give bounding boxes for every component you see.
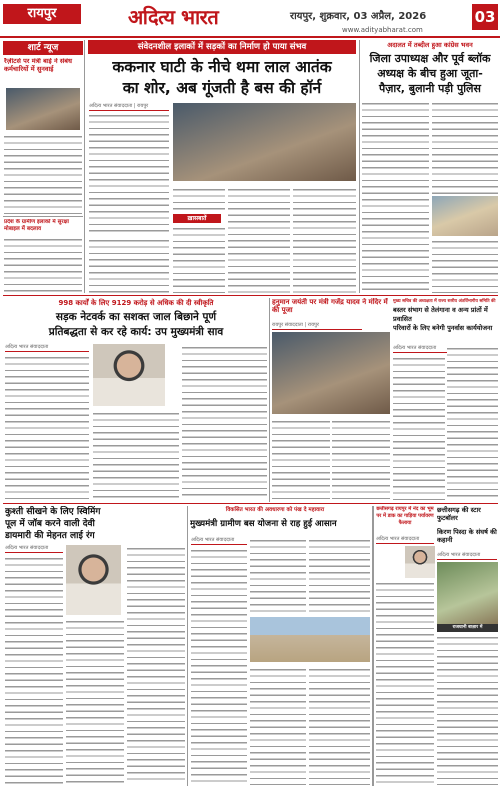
hanuman-headline: हनुमान जयंती पर मंत्री गजेंद्र यादव ने मंदिर में की पूजा: [272, 298, 388, 314]
bus-text-col-3a: [309, 537, 370, 615]
lead-photo: [173, 103, 356, 181]
lead-headline-line-1: ककनार घाटी के नीचे थमा लाल आतंक: [112, 58, 332, 76]
right-lead-text-col-2b: [432, 238, 498, 293]
mid-right-headline: छत्तीसगढ़ रायपुर में नंद का भूम पर में डाक का गाड़िया पर्यावरण फैलाया: [376, 506, 434, 526]
mid-right-text: [376, 580, 434, 785]
wrestling-headline-line-2: पूल में जॉब करने वाली देवी: [5, 519, 95, 529]
road-text-col-3: [182, 344, 267, 500]
section-divider: [3, 295, 498, 296]
short-news-headline-2: प्रदेश के ग्रामीण इलाकों में सुरक्षा मोबाइल में बदलाव: [4, 219, 69, 232]
right-lead-photo: [432, 196, 498, 236]
dateline: रायपुर, शुक्रवार, 03 अप्रैल, 2026: [290, 11, 427, 22]
bus-byline: अदित्य भारत संवाददाता: [191, 537, 247, 545]
short-news-text-1: [4, 133, 82, 215]
wrestling-text-col-3: [127, 545, 185, 785]
bastar-headline-line-1: बस्तर संभाग से तेलंगाना व अन्य प्रांतों में प्रवासित: [393, 306, 488, 323]
lead-text-col-2: [173, 186, 225, 214]
mid-right-byline: अदित्य भारत संवाददाता: [376, 536, 434, 544]
lead-byline: अदित्य भारत संवाददाता | रायपुर: [89, 103, 169, 111]
lead-text-col-5: [89, 237, 169, 293]
road-byline: अदित्य भारत संवाददाता: [5, 344, 89, 352]
bastar-kicker: मुख्य सचिव की अध्यक्षता में राज्य स्तरीय अंतर्विभागीय समिति की: [393, 299, 496, 304]
column-divider: [359, 40, 360, 293]
right-lead-headline-line-1: जिला उपाध्यक्ष और पूर्व ब्लॉक: [369, 52, 491, 65]
column-divider: [187, 506, 188, 786]
highlights-label: ख़ासबातें: [173, 214, 221, 223]
short-news-text-2: [4, 236, 82, 292]
column-divider: [84, 40, 85, 293]
bus-text-col-3b: [309, 666, 370, 785]
hanuman-byline: रायपुर संवाददाता | रायपुर: [272, 322, 362, 330]
bastar-text-col-1: [393, 355, 445, 500]
bus-text-col-1: [191, 547, 247, 785]
road-headline-line-2: प्रतिबद्धता से कर रहे कार्य: उप मुख्यमंत्री साव: [48, 326, 224, 338]
wrestling-headline-line-1: कुश्ती सीखने के लिए स्विमिंग: [5, 507, 101, 517]
wrestler-photo: [66, 545, 121, 615]
lead-text-col-4: [293, 186, 356, 293]
short-news-headline-1: रैंज़ीटर्स पर मंत्री बाई ने संबंध कर्मचारियों में सुनवाई: [4, 58, 72, 73]
hanuman-text-col-2: [332, 418, 390, 500]
road-text-col-2: [93, 410, 179, 500]
hanuman-text-col-1: [272, 418, 330, 500]
bus-text-col-2b: [250, 666, 306, 785]
road-headline-line-1: सड़क नेटवर्क का सशक्त जाल बिछाने पूर्ण: [55, 311, 217, 323]
column-divider: [269, 298, 270, 502]
bus-photo: [250, 617, 370, 662]
footballer-text: [437, 634, 498, 785]
column-divider: [3, 216, 83, 217]
short-news-label: शार्ट न्यूज: [3, 41, 83, 55]
mid-right-story-box: [372, 506, 374, 786]
right-lead-kicker: अदालत में तब्दील हुआ कांग्रेस भवन: [387, 41, 473, 49]
masthead: [0, 0, 500, 38]
minister-portrait: [93, 344, 165, 406]
footballer-byline: अदित्य भारत संवाददाता: [437, 552, 497, 560]
lead-text-col-3: [228, 186, 290, 293]
lead-text-col-1: [89, 112, 169, 234]
highlights-text: [173, 225, 225, 293]
right-lead-text-col-1: [362, 100, 429, 293]
short-news-photo-1: [6, 88, 80, 130]
bus-kicker: विकसित भारत की अवधारणा को पंख दे महावारा: [225, 507, 325, 513]
bastar-byline: अदित्य भारत संवाददाता: [393, 345, 455, 353]
bastar-text-col-2: [447, 345, 498, 500]
newspaper-logo: अदित्य भारत: [128, 5, 219, 29]
mid-right-portrait: [405, 546, 435, 578]
wrestling-text-col-2: [66, 618, 124, 785]
footballer-photo: [437, 562, 498, 624]
road-kicker: 998 कार्यों के लिए 9129 करोड़ से अधिक की दी स्वीकृति: [58, 299, 214, 307]
footballer-photo-caption: राजधानी बाज़ार में: [437, 624, 498, 632]
wrestling-text-col-1: [5, 555, 63, 785]
footballer-headline-line-2: किरण पिस्दा के संघर्ष की कहानी: [437, 528, 497, 544]
bus-headline: मुख्यमंत्री ग्रामीण बस योजना से राह हुई आसान: [190, 519, 337, 529]
wrestling-headline-line-3: डायमारी की मेहनत लाई रंग: [5, 531, 95, 541]
bus-text-col-2a: [250, 537, 306, 615]
lead-kicker: संवेदनशील इलाकों में सड़कों का निर्माण हो पाया संभव: [88, 40, 356, 54]
city-badge: रायपुर: [3, 4, 81, 24]
page-number: 03: [472, 4, 498, 30]
website-link[interactable]: www.adityabharat.com: [342, 26, 423, 34]
road-text-col-1: [5, 354, 89, 500]
lead-headline-line-2: का शोर, अब गूंजती है बस की हॉर्न: [122, 79, 322, 97]
right-lead-text-col-2a: [432, 100, 498, 195]
footballer-headline-line-1: छत्तीसगढ़ की स्टार फुटबॉलर: [437, 506, 481, 522]
right-lead-headline-line-3: पैज़ार, बुलानी पड़ी पुलिस: [379, 82, 481, 95]
hanuman-photo: [272, 332, 390, 414]
bastar-headline-line-2: परिवारों के लिए बनेगी पुनर्वास कार्ययोजना: [393, 324, 493, 332]
right-lead-headline-line-2: अध्यक्ष के बीच हुआ जूता-: [377, 67, 483, 80]
wrestling-byline: अदित्य भारत संवाददाता: [5, 545, 63, 553]
section-divider: [3, 503, 498, 504]
